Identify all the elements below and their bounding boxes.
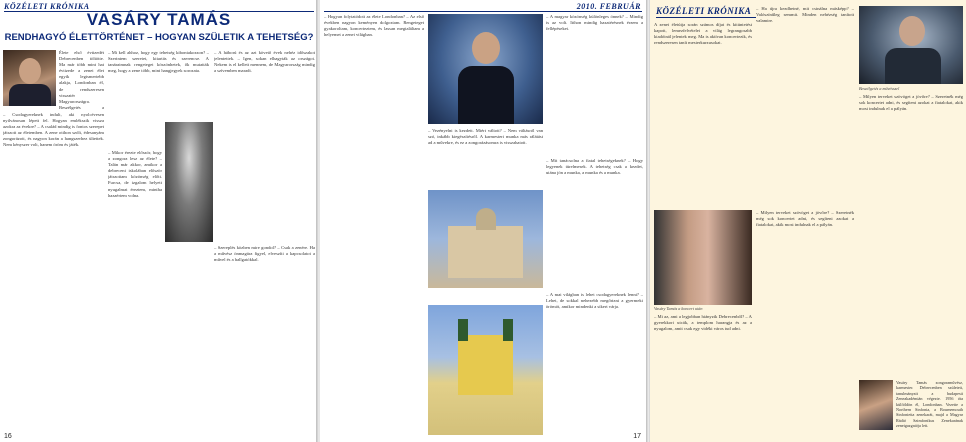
portrait-photo — [3, 50, 56, 106]
column-1: A zenei életútja során számos díjat és kitüntetést kapott, lemezfelvételei a világ legrangosabb kiadóinál jelentek meg. Ma is aktívan koncertezik, és rendszeresen tanít mesterkurzusokat. — [654, 22, 752, 46]
column-1: – Hogyan folytatódott az élete Londonban? – Az első években nagyon keményen dolgoztam. Rengeteget gyakoroltam, koncerteztem, és lassan megtaláltam a helyemet a zenei világban. — [324, 14, 424, 38]
page-16 — [0, 0, 318, 442]
page-number: 17 — [633, 433, 641, 440]
running-head: KÖZÉLETI KRÓNIKA — [656, 6, 752, 16]
photo-caption: Beszélgetés a művésszel — [859, 86, 900, 91]
pianist-photo — [165, 122, 213, 242]
page-17 — [320, 0, 647, 442]
column-3: – Milyen terveket szövöget a jövőre? – Szeretnék még sok koncertet adni, és segíteni azokat a fiatalokat, akik most indulnak el a pályán. — [859, 94, 963, 112]
article-title: VASÁRY TAMÁS — [86, 10, 232, 29]
page-number: 16 — [4, 433, 12, 440]
column-3b: – Szereplés közben mire gondol? – Csak a zenére. Ha a művész önmagára figyel, elveszíti a kapcsolatot a művel és a hallgatókkal. — [214, 245, 315, 263]
page-18 — [650, 0, 966, 442]
bio-box: Vasáry Tamás zongoraművész, karmester. Debrecenben született, tanulmányait a budapesti Zeneakadémián végezte. 1956 óta külföldön él, Londonban. Vezette a Northern Sinfonia, a Bournemouth Sinfonietta zenekarát, majd a Magyar Rádió Szimfonikus Zenekarának zeneigazgatója lett. — [896, 380, 963, 429]
head-rule — [656, 17, 756, 18]
column-2: – Ha újra kezdhetné, mit csinálna másképp? – Valószínűleg semmit. Minden nehézség tanított valamire. — [756, 6, 854, 24]
photo-caption: Vasáry Tamás a koncert után — [654, 306, 703, 311]
column-3c: – A mai világban is lehet csodagyereknek lenni? – Lehet, de sokkal nehezebb megőrizni a gyermeki örömöt, amikor mindenki a sikert várja. — [546, 292, 643, 310]
column-2: – Vezényelni is kezdett. Miért váltott? – Nem váltásról van szó, inkább kiegészítésről. A karmesteri munka más rálátást ad a művekre, és ez a zongorázásomra is visszahatott. — [428, 128, 543, 146]
column-3: – A magyar közönség különleges önnek? – Mindig is az volt. Itthon mindig hazatérésnek érzem a fellépéseket. — [546, 14, 643, 32]
column-2a: – Mi kell ahhoz, hogy egy tehetség kibontakozzon? – Szerintem szeretet, kitartás és szerencse. A tanáraimnak rengeteget köszönhetek, ők mutatták meg, hogy a zene több, mint hangjegyek sorozata. — [108, 50, 209, 74]
column-1: – Csodagyereknek indult, aki nyolcévesen nyilvánosan lépett fel. Hogyan emlékszik vissza azokra az évekre? – A család mindig is fontos szerepet játszott az életemben. A zene otthon szólt, édesanyám zongorázott, és nagyon korán a hangszerhez ültettek. Nem kényszer volt, hanem öröm és játék. — [3, 112, 104, 148]
concert-photo — [428, 14, 543, 124]
article-subtitle: RENDHAGYÓ ÉLETTÖRTÉNET – HOGYAN SZÜLETIK A TEHETSÉG? — [4, 32, 314, 43]
column-3: – A háború és az azt követő évek nehéz időszakot jelentettek. – Igen, sokan elhagyták az országot. Nekem is el kellett mennem, de Magyarország mindig a szívemben maradt. — [214, 50, 315, 74]
running-head: 2010. FEBRUÁR — [576, 2, 641, 11]
speaker-photo — [859, 6, 963, 84]
column-1b: – Mi az, ami a legjobban hiányzik Debrecenből? – A gyerekkori utcák, a templom harangja és az a nyugalom, amit csak egy vidéki város tud adni. — [654, 314, 752, 332]
column-3b: – Mit tanácsolna a fiatal tehetségeknek? – Hogy legyenek türelmesek. A tehetség csak a kezdet, utána jön a munka, a munka és a munka. — [546, 158, 643, 176]
column-2b: – Mikor érezte először, hogy a zongora lesz az élete? – Talán már akkor, amikor a debreceni iskolában először játszottam közönség előtt. Furcsa, de izgalom helyett nyugalmat éreztem, mintha hazaértem volna. — [108, 150, 162, 198]
duet-photo — [654, 210, 752, 305]
running-head: KÖZÉLETI KRÓNIKA — [4, 2, 90, 11]
building-photo — [428, 190, 543, 288]
church-photo — [428, 305, 543, 435]
head-rule — [324, 11, 642, 12]
column-2b: – Milyen terveket szövöget a jövőre? – Szeretnék még sok koncertet adni, és segíteni azokat a fiatalokat, akik most indulnak el a pályán. — [756, 210, 854, 228]
bio-portrait — [859, 380, 893, 430]
lead-text: Élete első évtizedét Debrecenben töltötte. Ma már több mint hat évtizede a zenei élet egyik legismertebb alakja, Londonban él, de rendszeresen visszatér Magyarországra. Beszélgetés a — [59, 50, 104, 110]
